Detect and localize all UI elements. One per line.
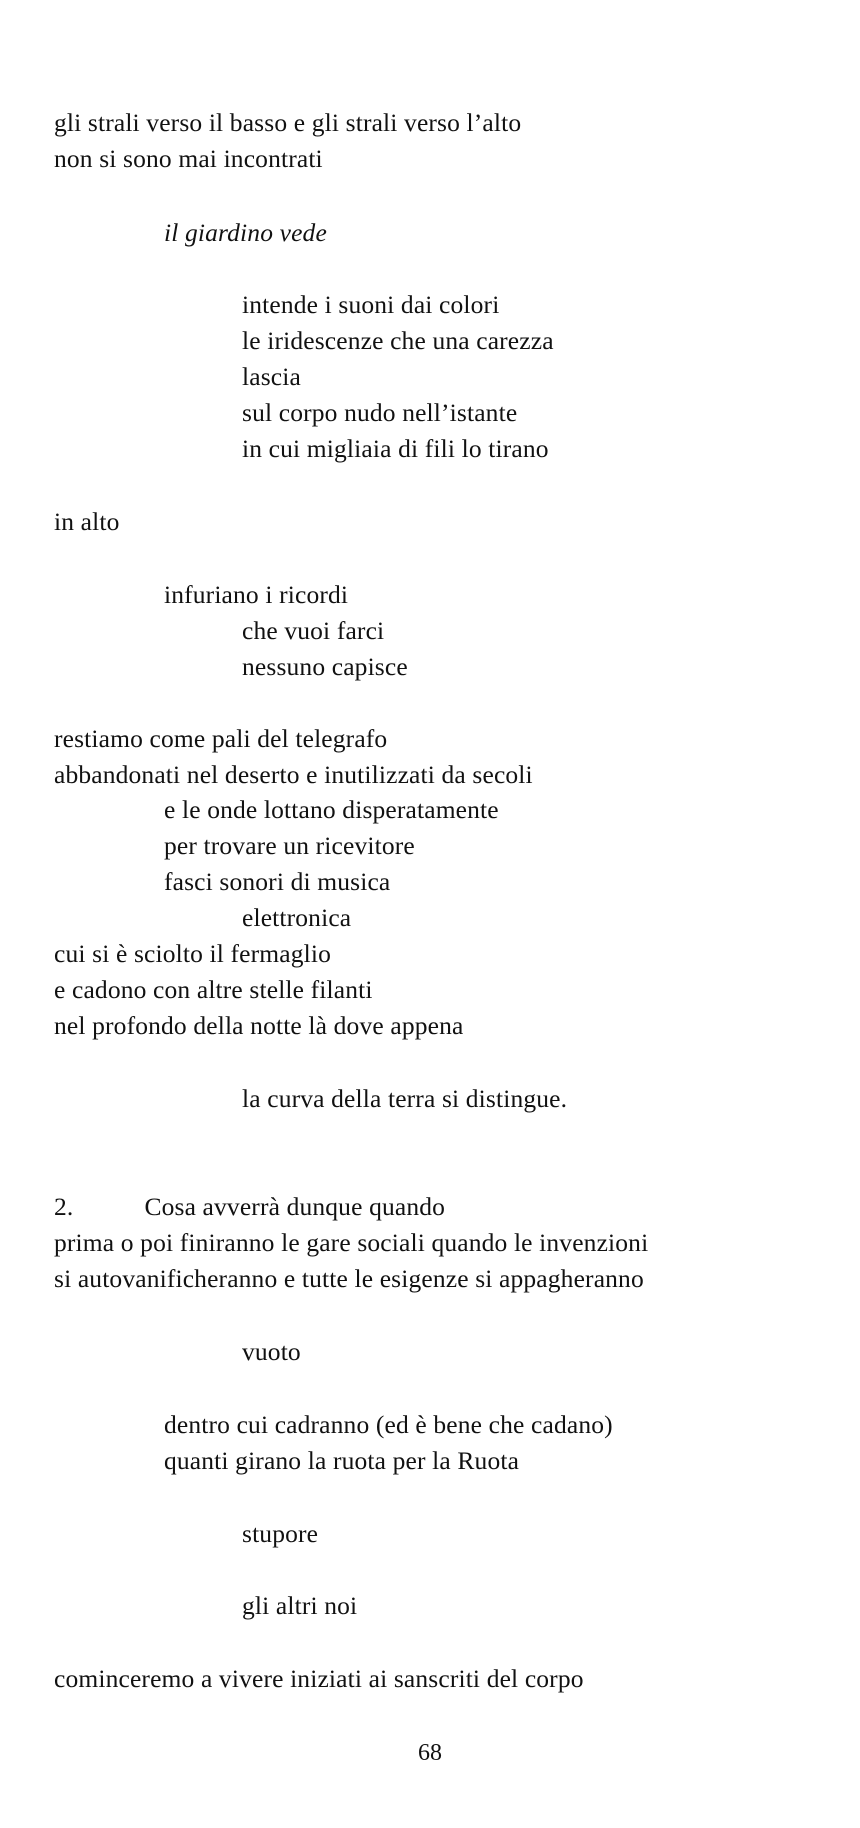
poem-line: e le onde lottano disperatamente: [164, 795, 499, 824]
poem-line: in cui migliaia di fili lo tirano: [242, 434, 549, 463]
poem-line: si autovanificheranno e tutte le esigenze si appagheranno: [54, 1264, 644, 1293]
poem-line: vuoto: [242, 1337, 301, 1366]
poem-line: prima o poi finiranno le gare sociali quando le invenzioni: [54, 1228, 649, 1257]
poem-line: non si sono mai incontrati: [54, 144, 323, 173]
poem-line: abbandonati nel deserto e inutilizzati da secoli: [54, 760, 533, 789]
poem-line: stupore: [242, 1519, 319, 1548]
poem-line: nessuno capisce: [242, 652, 408, 681]
section-number: 2.: [54, 1192, 74, 1221]
section-heading-line: [54, 1192, 445, 1222]
poem-line: che vuoi farci: [242, 616, 385, 645]
poem-line: Cosa avverrà dunque quando: [144, 1192, 446, 1221]
poem-line: cui si è sciolto il fermaglio: [54, 939, 331, 968]
poem-line: la curva della terra si distingue.: [242, 1084, 568, 1113]
poem-line: infuriano i ricordi: [164, 580, 349, 609]
poem-line: le iridescenze che una carezza: [242, 326, 554, 355]
poem-line: gli strali verso il basso e gli strali verso l’alto: [54, 108, 522, 137]
poem-line: sul corpo nudo nell’istante: [242, 398, 518, 427]
poem-line: in alto: [54, 507, 120, 536]
poem-line: intende i suoni dai colori: [242, 290, 500, 319]
poem-line: dentro cui cadranno (ed è bene che cadano): [164, 1410, 613, 1439]
poem-line: quanti girano la ruota per la Ruota: [164, 1446, 520, 1475]
poem-line: fasci sonori di musica: [164, 867, 391, 896]
poem-line-italic: il giardino vede: [164, 218, 327, 247]
poem-line: gli altri noi: [242, 1591, 358, 1620]
poem-line: per trovare un ricevitore: [164, 831, 415, 860]
poem-line: restiamo come pali del telegrafo: [54, 724, 388, 753]
poem-line: nel profondo della notte là dove appena: [54, 1011, 464, 1040]
poem-line: elettronica: [242, 903, 352, 932]
poem-line: e cadono con altre stelle filanti: [54, 975, 373, 1004]
page-number: 68: [418, 1740, 442, 1766]
poem-line: cominceremo a vivere iniziati ai sanscriti del corpo: [54, 1664, 584, 1693]
poem-line: lascia: [242, 362, 301, 391]
